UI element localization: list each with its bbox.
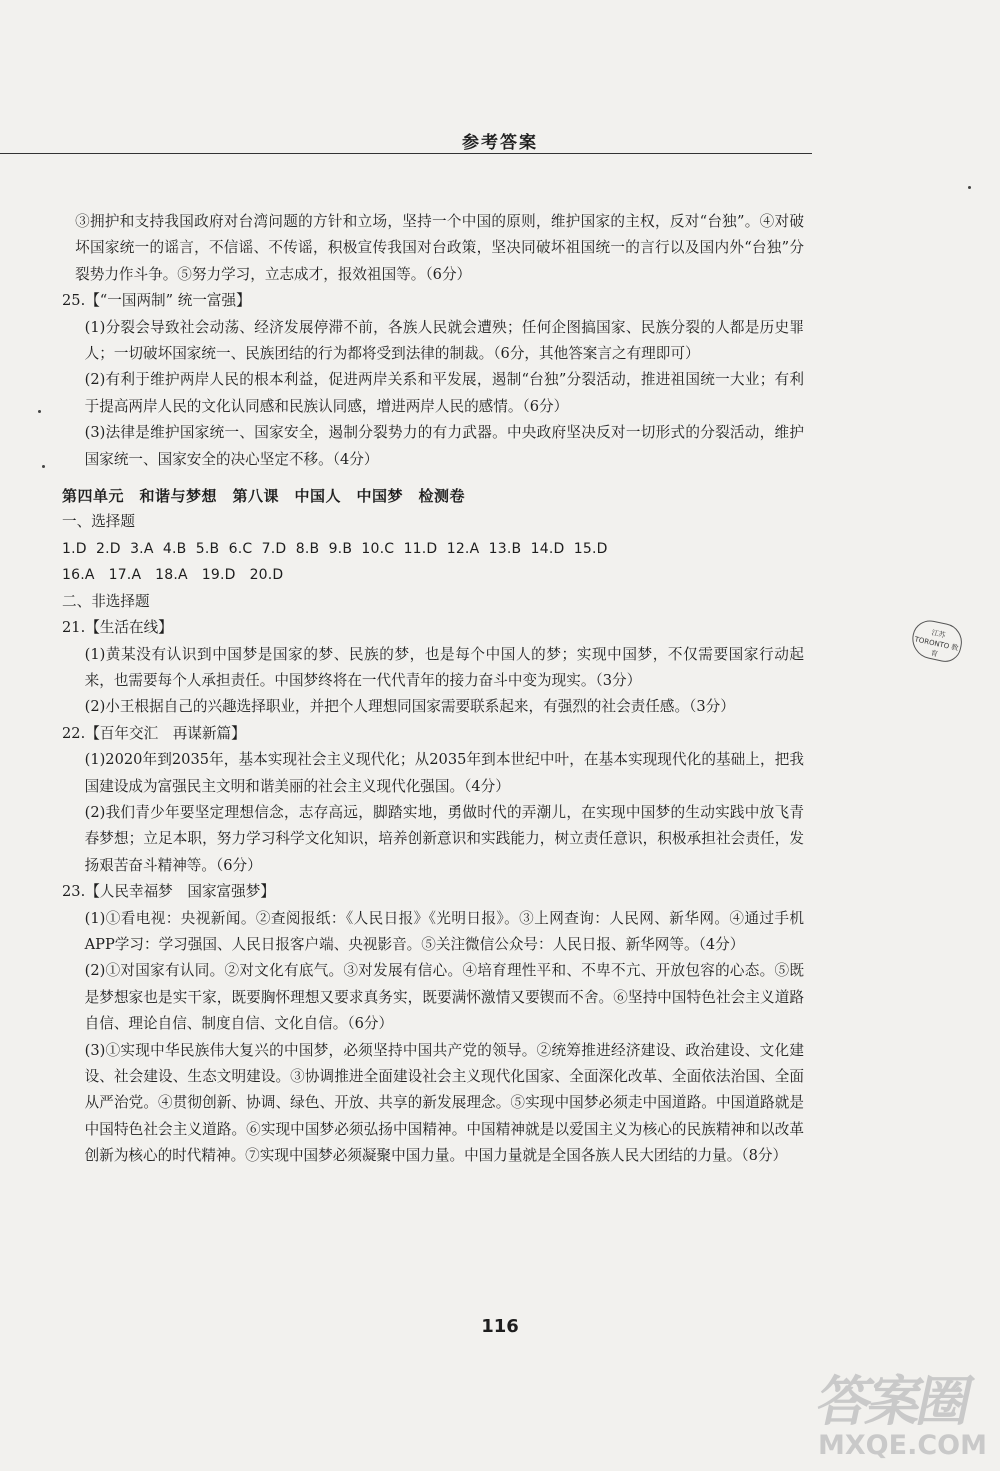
header-divider [0, 153, 812, 154]
watermark-en: MXQE.COM [818, 1430, 987, 1461]
scan-speck [968, 186, 971, 189]
question-21-heading: 21.【生活在线】 [62, 619, 173, 637]
scan-speck [38, 410, 41, 413]
answer-25-2: (2)有利于维护两岸人民的根本利益，促进两岸关系和平发展，遏制“台独”分裂活动，推进祖国统一大业；有利于提高两岸人民的文化认同感和民族认同感，增进两岸人民的感情。（6分） [84, 371, 804, 415]
watermark-logo [811, 1370, 1000, 1471]
watermark-cn: 答案圈 [811, 1370, 975, 1433]
header-title: 参考答案 [462, 133, 538, 153]
answer-23-3: (3)①实现中华民族伟大复兴的中国梦，必须坚持中国共产党的领导。②统筹推进经济建设、政治建设、文化建设、社会建设、生态文明建设。③协调推进全面建设社会主义现代化国家、全面深化改革、全面依法治国、全面从严治党。④贯彻创新、协调、绿色、开放、共享的新发展理念。⑤实现中国梦必须走中国道路。中国道路就是中国特色社会主义道路。⑥实现中国梦必须弘扬中国精神。中国精神就是以爱国主义为核心的民族精神和以改革创新为核心的时代精神。⑦实现中国梦必须凝聚中国力量。中国力量就是全国各族人民大团结的力量。（8分） [84, 1041, 804, 1165]
question-25-heading: 25.【“一国两制” 统一富强】 [62, 292, 251, 310]
scan-speck [42, 465, 45, 468]
section-non-choice: 二、非选择题 [62, 592, 150, 610]
answer-25-1: (1)分裂会导致社会动荡、经济发展停滞不前，各族人民就会遭殃；任何企图搞国家、民族分裂的人都是历史罪人；一切破坏国家统一、民族团结的行为都将受到法律的制裁。（6分，其他答案言之有理即可） [84, 318, 804, 363]
paragraph-q24-continued: ③拥护和支持我国政府对台湾问题的方针和立场，坚持一个中国的原则，维护国家的主权，反对“台独”。④对破坏国家统一的谣言，不信谣、不传谣，积极宣传我国对台政策，坚决同破坏祖国统一的言行以及国内外“台独”分裂势力作斗争。⑤努力学习，立志成才，报效祖国等。（6分） [75, 213, 804, 283]
answer-21-1: (1)黄某没有认识到中国梦是国家的梦、民族的梦，也是每个中国人的梦；实现中国梦，不仅需要国家行动起来，也需要每个人承担责任。中国梦终将在一代代青年的接力奋斗中变为现实。（3分） [84, 645, 804, 689]
choice-answers-row-2: 16.A 17.A 18.A 19.D 20.D [62, 567, 284, 584]
answer-22-1: (1)2020年到2035年，基本实现社会主义现代化；从2035年到本世纪中叶，在基本实现现代化的基础上，把我国建设成为富强民主文明和谐美丽的社会主义现代化强国。（4分） [84, 751, 804, 795]
section-multiple-choice: 一、选择题 [62, 513, 135, 531]
answer-23-1: (1)①看电视：央视新闻。②查阅报纸：《人民日报》《光明日报》。③上网查询：人民网、新华网。④通过手机APP学习：学习强国、人民日报客户端、央视影音。⑤关注微信公众号：人民日报、新华网等。（4分） [84, 909, 804, 953]
stamp-text: 江苏 TORONTO 教育 [913, 628, 959, 659]
choice-answers-row-1: 1.D 2.D 3.A 4.B 5.B 6.C 7.D 8.B 9.B 10.C 11.D 12.A 13.B 14.D 15.D [62, 540, 608, 557]
question-22-heading: 22.【百年交汇 再谋新篇】 [62, 724, 246, 742]
page-number: 116 [481, 1316, 519, 1337]
answer-content [62, 209, 804, 1170]
answer-22-2: (2)我们青少年要坚定理想信念，志存高远，脚踏实地，勇做时代的弄潮儿，在实现中国梦的生动实践中放飞青春梦想；立足本职，努力学习科学文化知识，培养创新意识和实践能力，树立责任意识，积极承担社会责任，发扬艰苦奋斗精神等。（6分） [84, 803, 804, 874]
unit-heading: 第四单元 和谐与梦想 第八课 中国人 中国梦 检测卷 [62, 487, 466, 506]
answer-25-3: (3)法律是维护国家统一、国家安全，遏制分裂势力的有力武器。中央政府坚决反对一切形式的分裂活动，维护国家统一、国家安全的决心坚定不移。（4分） [84, 424, 804, 468]
answer-21-2: (2)小王根据自己的兴趣选择职业，并把个人理想同国家需要联系起来，有强烈的社会责任感。（3分） [84, 698, 735, 716]
question-23-heading: 23.【人民幸福梦 国家富强梦】 [62, 883, 275, 901]
stamp-seal [909, 617, 966, 665]
answer-23-2: (2)①对国家有认同。②对文化有底气。③对发展有信心。④培育理性平和、不卑不亢、开放包容的心态。⑤既是梦想家也是实干家，既要胸怀理想又要求真务实，既要满怀激情又要锲而不舍。⑥坚持中国特色社会主义道路自信、理论自信、制度自信、文化自信。（6分） [84, 962, 804, 1033]
